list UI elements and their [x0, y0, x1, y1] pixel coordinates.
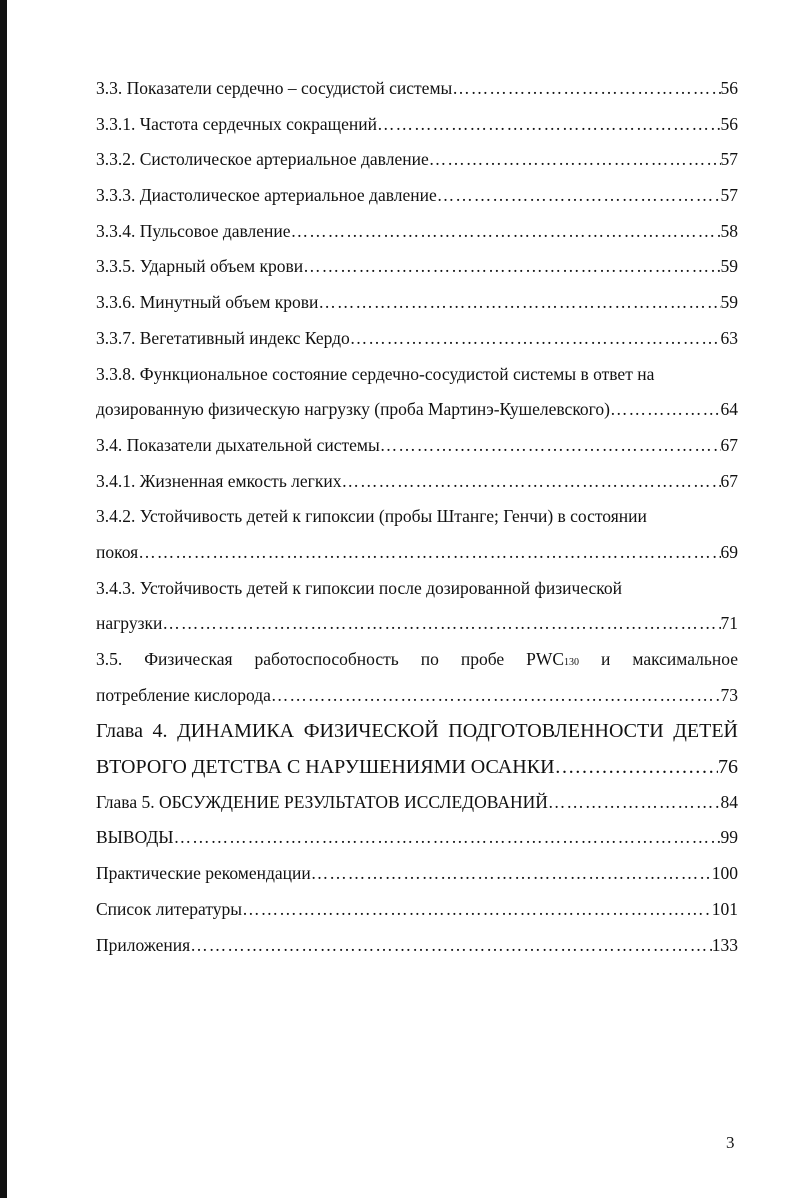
toc-entry [96, 114, 738, 150]
dot-leader [162, 613, 720, 634]
toc-entry-page: 56 [720, 113, 738, 134]
toc-entry-title: 3.3.4. Пульсовое давление [96, 220, 291, 241]
toc-entry-subscript: 130 [564, 657, 580, 668]
toc-entry [96, 185, 738, 221]
toc-entry-page: 73 [720, 684, 738, 705]
toc-entry-page: 71 [720, 613, 738, 634]
toc-entry [96, 471, 738, 507]
toc-chapter-title: Глава 5. ОБСУЖДЕНИЕ РЕЗУЛЬТАТОВ ИССЛЕДОВАНИЙ [96, 791, 548, 812]
toc-chapter-line2 [96, 756, 738, 792]
toc-entry [96, 435, 738, 471]
dot-leader [452, 78, 720, 99]
toc-entry-title: 3.4.1. Жизненная емкость легких [96, 470, 342, 491]
toc-entry-title: 3.3.2. Систолическое артериальное давление [96, 149, 429, 170]
toc-entry-page: 57 [720, 185, 738, 206]
toc-entry-page: 100 [711, 863, 738, 884]
toc-entry-title: 3.5. Физическая работоспособность по пробе PWC [96, 649, 565, 669]
dot-leader [190, 935, 712, 956]
dot-leader [380, 435, 721, 456]
toc-chapter-line1 [96, 720, 738, 756]
toc-entry-line1 [96, 364, 738, 400]
toc-entry-title: 3.3. Показатели сердечно – сосудистой системы [96, 78, 453, 98]
toc-entry-line2 [96, 399, 738, 435]
toc-entry-page: 57 [720, 149, 738, 170]
toc-entry-line2 [96, 613, 738, 649]
toc-entry-page: 63 [720, 327, 738, 348]
toc-entry-page: 59 [720, 256, 738, 277]
dot-leader [291, 221, 721, 242]
toc-entry-page: 56 [720, 78, 738, 98]
toc-entry-page: 69 [720, 541, 738, 562]
toc-entry-title: 3.4.2. Устойчивость детей к гипоксии (пробы Штанге; Генчи) в состоянии [96, 506, 647, 527]
toc-entry-title-cont: и максимальное [579, 649, 738, 669]
dot-leader [429, 149, 721, 170]
dot-leader [311, 863, 712, 884]
toc-entry [96, 78, 738, 114]
toc-entry-title: Практические рекомендации [96, 863, 311, 884]
toc-entry [96, 935, 738, 971]
toc-entry-page: 84 [720, 791, 738, 812]
toc-entry-line2 [96, 542, 738, 578]
toc-entry-page: 64 [720, 399, 738, 420]
toc-entry-page: 67 [720, 434, 738, 455]
toc-entry [96, 149, 738, 185]
toc-entry-title: 3.3.6. Минутный объем крови [96, 292, 319, 313]
toc-entry-page: 133 [711, 934, 738, 955]
page-number: 3 [726, 1133, 735, 1152]
dot-leader [548, 792, 721, 813]
scan-edge [0, 0, 7, 1198]
toc-entry-title: 3.3.1. Частота сердечных сокращений [96, 113, 378, 134]
dot-leader [174, 827, 721, 848]
toc-entry [96, 221, 738, 257]
toc-entry-line1 [96, 578, 738, 614]
toc-entry [96, 899, 738, 935]
dot-leader [138, 542, 720, 563]
toc-entry-title: 3.4. Показатели дыхательной системы [96, 434, 380, 455]
toc-entry-page: 76 [718, 756, 738, 779]
toc-entry-title: потребление кислорода [96, 684, 271, 705]
toc-entry-page: 101 [711, 898, 738, 919]
dot-leader [555, 756, 718, 779]
toc-entry-title: нагрузки [96, 613, 163, 634]
toc-entry [96, 328, 738, 364]
toc-entry-page: 99 [720, 827, 738, 848]
toc-entry-line1 [96, 649, 738, 685]
dot-leader [318, 292, 720, 313]
toc-entry-title: 3.3.3. Диастолическое артериальное давление [96, 185, 437, 206]
toc-entry-title: 3.3.5. Ударный объем крови [96, 256, 304, 277]
toc-entry-title: покоя [96, 541, 139, 562]
dot-leader [610, 399, 720, 420]
toc-entry [96, 827, 738, 863]
toc-entry-page: 67 [720, 470, 738, 491]
dot-leader [437, 185, 721, 206]
dot-leader [303, 256, 720, 277]
toc-entry-line2 [96, 685, 738, 721]
toc-entry-title: 3.3.7. Вегетативный индекс Кердо [96, 327, 350, 348]
toc-entry-title: Список литературы [96, 898, 243, 919]
toc-entry-line1 [96, 506, 738, 542]
toc-entry-title: ВЫВОДЫ [96, 827, 174, 848]
dot-leader [271, 685, 721, 706]
toc-entry-title: Приложения [96, 934, 191, 955]
toc-entry [96, 292, 738, 328]
toc-entry-title: дозированную физическую нагрузку (проба Мартинэ-Кушелевского) [96, 399, 611, 420]
toc-chapter [96, 792, 738, 828]
toc-entry-title: 3.3.8. Функциональное состояние сердечно-сосудистой системы в ответ на [96, 363, 655, 384]
toc-entry-page: 59 [720, 292, 738, 313]
dot-leader [377, 114, 720, 135]
toc-entry [96, 863, 738, 899]
dot-leader [350, 328, 721, 349]
table-of-contents [96, 78, 738, 970]
toc-chapter-title: ВТОРОГО ДЕТСТВА С НАРУШЕНИЯМИ ОСАНКИ [96, 756, 555, 779]
toc-chapter-title: Глава 4. ДИНАМИКА ФИЗИЧЕСКОЙ ПОДГОТОВЛЕННОСТИ ДЕТЕЙ [96, 720, 738, 743]
dot-leader [341, 471, 720, 492]
dot-leader [242, 899, 712, 920]
toc-entry-title: 3.4.3. Устойчивость детей к гипоксии после дозированной физической [96, 577, 623, 598]
toc-entry [96, 256, 738, 292]
toc-entry-page: 58 [720, 220, 738, 241]
